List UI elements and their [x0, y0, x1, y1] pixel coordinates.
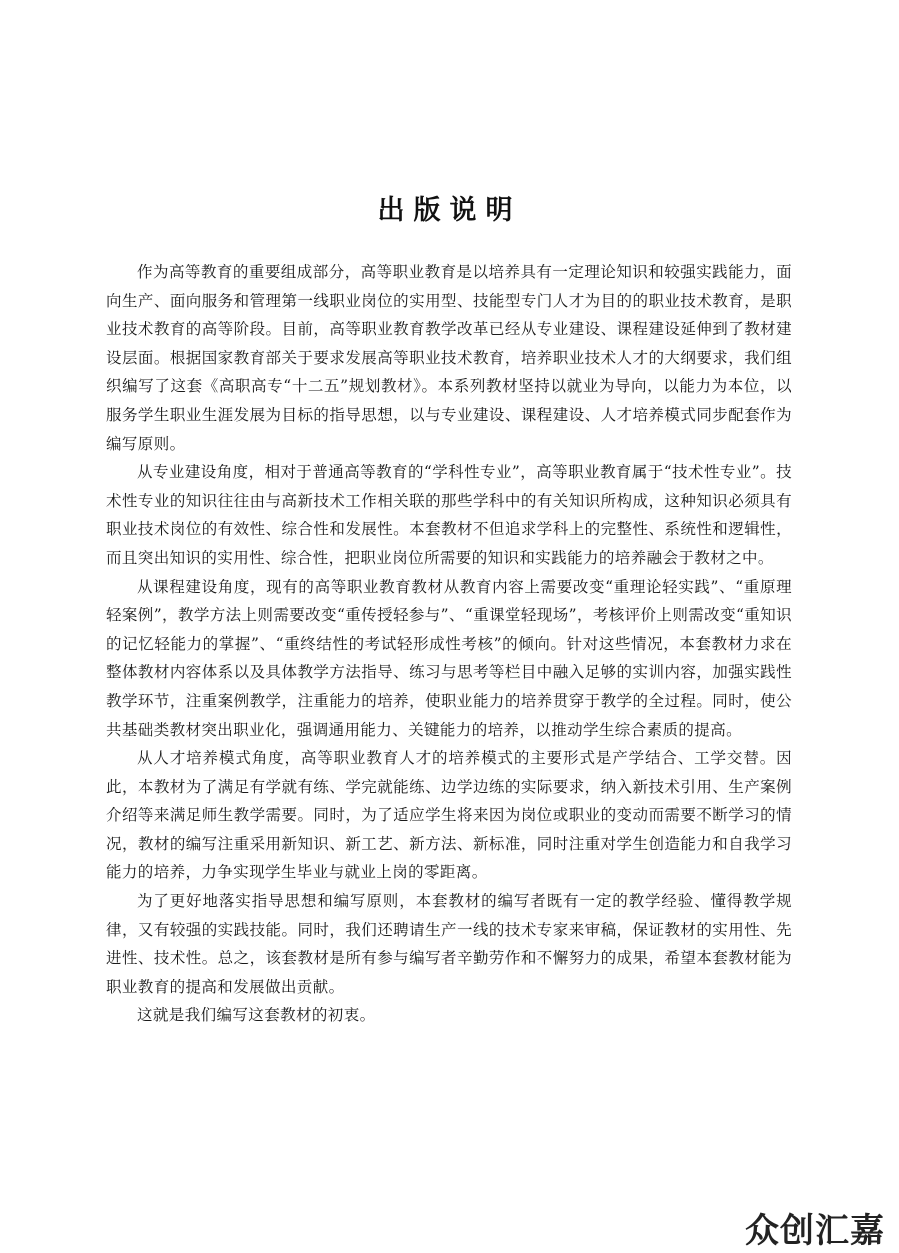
paragraph: 为了更好地落实指导思想和编写原则，本套教材的编写者既有一定的教学经验、懂得教学规律，又有较强的实践技能。同时，我们还聘请生产一线的技术专家来审稿，保证教材的实用性、先进性、技术性。总之，该套教材是所有参与编写者辛勤劳作和不懈努力的成果，希望本套教材能为职业教育的提高和发展做出贡献。	[106, 892, 792, 996]
paragraph: 从人才培养模式角度，高等职业教育人才的培养模式的主要形式是产学结合、工学交替。因此，本教材为了满足有学就有练、学完就能练、边学边练的实际要求，纳入新技术引用、生产案例介绍等来满足师生教学需要。同时，为了适应学生将来因为岗位或职业的变动而需要不断学习的情况，教材的编写注重采用新知识、新工艺、新方法、新标准，同时注重对学生创造能力和自我学习能力的培养，力争实现学生毕业与就业上岗的零距离。	[106, 749, 792, 882]
body-text	[106, 258, 792, 1030]
paragraph: 作为高等教育的重要组成部分，高等职业教育是以培养具有一定理论知识和较强实践能力，面向生产、面向服务和管理第一线职业岗位的实用型、技能型专门人才为目的的职业技术教育，是职业技术教育的高等阶段。目前，高等职业教育教学改革已经从专业建设、课程建设延伸到了教材建设层面。根据国家教育部关于要求发展高等职业技术教育，培养职业技术人才的大纲要求，我们组织编写了这套《高职高专“十二五”规划教材》。本系列教材坚持以就业为导向，以能力为本位，以服务学生职业生涯发展为目标的指导思想，以与专业建设、课程建设、人才培养模式同步配套作为编写原则。	[106, 263, 792, 453]
page-title: 出版说明	[377, 195, 522, 226]
paragraph: 从专业建设角度，相对于普通高等教育的“学科性专业”，高等职业教育属于“技术性专业”。技术性专业的知识往往由与高新技术工作相关联的那些学科中的有关知识所构成，这种知识必须具有职业技术岗位的有效性、综合性和发展性。本套教材不但追求学科上的完整性、系统性和逻辑性，而且突出知识的实用性、综合性，把职业岗位所需要的知识和实践能力的培养融会于教材之中。	[106, 463, 792, 567]
paragraph: 这就是我们编写这套教材的初衷。	[137, 1006, 376, 1025]
watermark-logo: 众创汇嘉	[745, 1211, 885, 1251]
paragraph: 从课程建设角度，现有的高等职业教育教材从教育内容上需要改变“重理论轻实践”、“重原理轻案例”，教学方法上则需要改变“重传授轻参与”、“重课堂轻现场”，考核评价上则需改变“重知识的记忆轻能力的掌握”、“重终结性的考试轻形成性考核”的倾向。针对这些情况，本套教材力求在整体教材内容体系以及具体教学方法指导、练习与思考等栏目中融入足够的实训内容，加强实践性教学环节，注重案例教学，注重能力的培养，使职业能力的培养贯穿于教学的全过程。同时，使公共基础类教材突出职业化，强调通用能力、关键能力的培养，以推动学生综合素质的提高。	[106, 577, 792, 739]
